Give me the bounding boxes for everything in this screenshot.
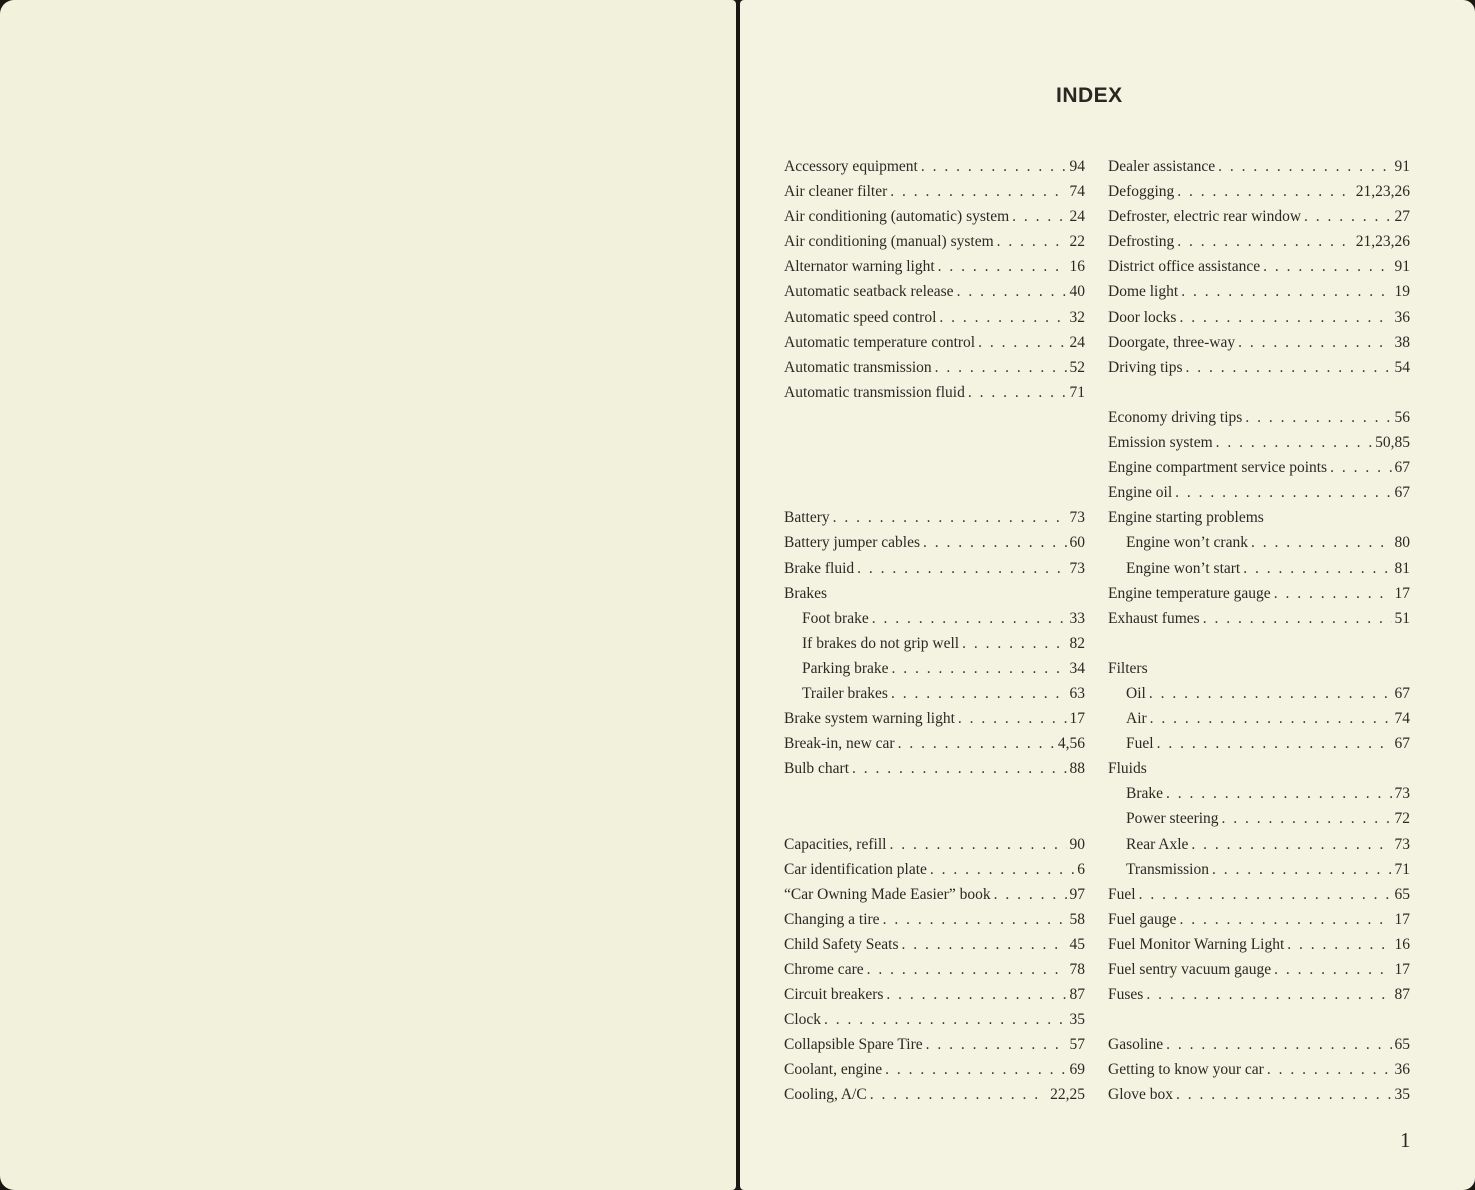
dot-leader [1179,305,1391,330]
index-entry [1108,982,1410,1007]
index-entry-label: Chrome care [784,961,864,978]
index-entry [1108,656,1410,681]
dot-leader [1218,154,1391,179]
index-entry [1108,706,1410,731]
index-entry-page: 21,23,26 [1355,233,1410,251]
index-entry [1108,731,1410,756]
index-entry-label: District office assistance [1108,258,1261,276]
dot-leader [994,882,1067,907]
dot-leader [833,505,1067,530]
dot-leader [1175,480,1391,505]
index-entry-label: Bulb chart [784,760,849,778]
page-title: INDEX [1056,84,1123,107]
index-entry [1108,279,1410,304]
index-entry-label: Dome light [1108,283,1179,301]
index-entry [784,279,1085,304]
dot-leader [891,681,1067,706]
index-entry-page: 17 [1394,584,1410,602]
index-entry-label: Collapsible Spare Tire [784,1036,923,1054]
index-entry-page: 69 [1069,1061,1085,1079]
index-entry-label: Break-in, new car [784,735,895,753]
dot-leader [957,279,1067,304]
dot-leader [1222,806,1392,831]
dot-leader [857,556,1066,581]
index-entry-label: Emission system [1108,434,1213,452]
index-entry [1108,405,1410,430]
index-entry [1108,355,1410,380]
index-entry-page: 16 [1394,935,1410,953]
index-entry-label: Air cleaner filter [784,183,888,201]
index-entry [784,731,1085,756]
index-entry [784,606,1085,631]
index-entry-page: 54 [1394,358,1410,376]
index-entry [784,1057,1085,1082]
dot-leader [1287,932,1391,957]
index-entry [1108,330,1410,355]
index-entry [784,254,1085,279]
index-entry-label: Door locks [1108,308,1177,326]
index-entry [784,882,1085,907]
index-entry-page: 67 [1394,459,1410,477]
dot-leader [978,330,1066,355]
dot-leader [926,1032,1067,1057]
index-entry-page: 73 [1069,559,1085,577]
index-entry [784,832,1085,857]
index-entry-label: Driving tips [1108,358,1183,376]
index-entry [784,656,1085,681]
index-entry [784,305,1085,330]
dot-leader [930,857,1074,882]
index-entry [784,631,1085,656]
dot-leader [1267,1057,1392,1082]
index-entry-label: Economy driving tips [1108,408,1243,426]
index-entry [784,982,1085,1007]
index-entry [1108,907,1410,932]
dot-leader [1263,254,1391,279]
index-entry-label: Engine starting problems [1108,509,1264,527]
index-entry-label: Alternator warning light [784,258,935,276]
dot-leader [1179,907,1391,932]
index-column-left [784,154,1085,1108]
index-spacer [784,455,1085,480]
index-spacer [1108,380,1410,405]
index-spacer [784,405,1085,430]
index-entry-page: 73 [1394,835,1410,853]
index-entry [784,706,1085,731]
index-entry-page: 57 [1069,1036,1085,1054]
dot-leader [1139,882,1392,907]
dot-leader [997,229,1067,254]
index-entry [784,505,1085,530]
index-entry-page: 67 [1394,484,1410,502]
dot-leader [1150,706,1392,731]
index-entry-label: Brake system warning light [784,710,955,728]
index-entry-label: Transmission [1126,860,1209,878]
index-entry-label: Fuses [1108,986,1144,1004]
index-entry-label: Oil [1126,684,1146,702]
dot-leader [923,530,1066,555]
index-entry-page: 88 [1069,760,1085,778]
index-entry-page: 32 [1069,308,1085,326]
dot-leader [1238,330,1391,355]
index-entry-page: 24 [1069,333,1085,351]
index-entry-page: 82 [1069,634,1085,652]
dot-leader [921,154,1067,179]
index-entry-label: Defogging [1108,183,1175,201]
index-entry [1108,229,1410,254]
index-entry-page: 33 [1069,609,1085,627]
index-entry-page: 35 [1069,1011,1085,1029]
index-entry [784,932,1085,957]
index-entry [784,1082,1085,1107]
index-entry-page: 38 [1394,333,1410,351]
index-entry [784,355,1085,380]
index-entry [1108,681,1410,706]
dot-leader [1251,530,1392,555]
index-entry-page: 17 [1069,710,1085,728]
index-entry-page: 4,56 [1057,735,1085,753]
index-entry [784,581,1085,606]
index-entry-label: Air conditioning (automatic) system [784,208,1010,226]
index-entry-page: 81 [1394,559,1410,577]
index-entry [784,556,1085,581]
index-entry [784,229,1085,254]
dot-leader [870,1082,1047,1107]
index-entry [784,530,1085,555]
index-entry-label: Engine temperature gauge [1108,584,1271,602]
dot-leader [1177,229,1352,254]
index-entry [784,957,1085,982]
index-entry-label: Brakes [784,584,828,602]
index-entry-label: Parking brake [802,659,889,677]
dot-leader [1166,1032,1391,1057]
index-entry-label: Engine won’t start [1126,559,1241,577]
index-entry-page: 71 [1394,860,1410,878]
index-entry-page: 21,23,26 [1355,183,1410,201]
index-entry-page: 71 [1069,383,1085,401]
index-entry [784,1032,1085,1057]
index-entry [1108,455,1410,480]
index-entry-page: 78 [1069,961,1085,978]
index-entry-page: 91 [1394,258,1410,276]
index-entry-label: Trailer brakes [802,684,888,702]
index-entry [784,154,1085,179]
index-entry-page: 27 [1394,208,1410,226]
index-entry-label: Getting to know your car [1108,1061,1264,1079]
dot-leader [824,1007,1066,1032]
index-entry-page: 50,85 [1375,434,1410,452]
index-entry-label: Fluids [1108,760,1147,778]
index-entry-label: Fuel Monitor Warning Light [1108,935,1285,953]
index-entry-label: Fuel [1108,885,1136,903]
dot-leader [1166,781,1391,806]
index-entry-label: Changing a tire [784,910,880,928]
dot-leader [1146,982,1391,1007]
index-entry-label: Exhaust fumes [1108,609,1200,627]
index-entry-label: “Car Owning Made Easier” book [784,885,991,903]
index-entry-label: Capacities, refill [784,835,887,853]
dot-leader [1330,455,1391,480]
index-entry [1108,606,1410,631]
index-entry [1108,530,1410,555]
index-entry [1108,154,1410,179]
index-entry-label: Defrosting [1108,233,1175,251]
dot-leader [962,631,1066,656]
index-entry [1108,1082,1410,1107]
dot-leader [902,932,1067,957]
index-entry-label: Fuel [1126,735,1154,753]
index-entry [1108,556,1410,581]
index-entry-page: 97 [1069,885,1085,903]
index-entry-label: Foot brake [802,609,869,627]
index-entry-label: Power steering [1126,810,1219,828]
index-entry [784,330,1085,355]
index-entry-label: Coolant, engine [784,1061,883,1079]
index-entry-page: 67 [1394,684,1410,702]
index-entry-label: Cooling, A/C [784,1086,867,1104]
dot-leader [890,179,1066,204]
dot-leader [892,656,1067,681]
index-entry-page: 19 [1394,283,1410,301]
page-number: 1 [1400,1128,1411,1152]
blank-left-page [0,0,736,1190]
index-entry-page: 94 [1069,158,1085,175]
dot-leader [1243,556,1391,581]
index-entry-page: 87 [1394,986,1410,1004]
index-entry-label: Rear Axle [1126,835,1189,853]
index-entry-label: Fuel gauge [1108,910,1177,928]
index-entry-label: Child Safety Seats [784,935,899,953]
dot-leader [968,380,1067,405]
index-entry-label: Battery [784,509,830,527]
dot-leader [1191,832,1391,857]
dot-leader [935,355,1067,380]
index-entry-label: Engine compartment service points [1108,459,1328,477]
index-entry-label: Dealer assistance [1108,158,1216,175]
index-entry [1108,581,1410,606]
index-entry [784,907,1085,932]
index-entry-page: 17 [1394,961,1410,978]
dot-leader [1274,581,1392,606]
index-entry-label: Automatic transmission fluid [784,383,965,401]
index-entry-page: 6 [1077,860,1085,878]
index-entry-label: Brake fluid [784,559,855,577]
index-entry [1108,882,1410,907]
index-entry-page: 80 [1394,534,1410,552]
index-entry-page: 72 [1394,810,1410,828]
index-entry-page: 36 [1394,308,1410,326]
index-entry-label: Engine oil [1108,484,1173,502]
index-entry-label: Air conditioning (manual) system [784,233,994,251]
index-entry-label: Fuel sentry vacuum gauge [1108,961,1272,978]
index-entry-page: 91 [1394,158,1410,175]
dot-leader [1181,279,1391,304]
index-entry [1108,305,1410,330]
index-entry [1108,932,1410,957]
index-entry-label: Glove box [1108,1086,1174,1104]
dot-leader [1177,179,1352,204]
index-entry-page: 45 [1069,935,1085,953]
index-entry [1108,1032,1410,1057]
dot-leader [886,982,1066,1007]
dot-leader [1212,857,1392,882]
index-entry-label: Gasoline [1108,1036,1164,1054]
index-entry-label: Defroster, electric rear window [1108,208,1302,226]
index-entry [1108,756,1410,781]
index-entry-label: Doorgate, three-way [1108,333,1236,351]
dot-leader [883,907,1067,932]
index-entry [1108,957,1410,982]
dot-leader [1216,430,1372,455]
index-entry-page: 36 [1394,1061,1410,1079]
index-entry [784,681,1085,706]
index-entry-page: 17 [1394,910,1410,928]
index-entry-page: 74 [1069,183,1085,201]
dot-leader [867,957,1067,982]
index-entry-page: 73 [1394,785,1410,803]
index-entry-label: Car identification plate [784,860,927,878]
index-entry-label: Brake [1126,785,1164,803]
dot-leader [1012,204,1066,229]
dot-leader [1245,405,1391,430]
index-entry-page: 34 [1069,659,1085,677]
index-entry [1108,806,1410,831]
index-entry [784,857,1085,882]
dot-leader [852,756,1067,781]
dot-leader [1176,1082,1391,1107]
dot-leader [898,731,1055,756]
index-entry-page: 22 [1069,233,1085,251]
dot-leader [1304,204,1391,229]
index-entry-page: 63 [1069,684,1085,702]
index-entry [1108,430,1410,455]
index-spacer [784,480,1085,505]
dot-leader [889,832,1066,857]
index-entry-page: 24 [1069,208,1085,226]
index-entry-label: Accessory equipment [784,158,918,175]
index-entry-page: 90 [1069,835,1085,853]
index-entry-label: Engine won’t crank [1126,534,1248,552]
index-entry-page: 67 [1394,735,1410,753]
index-entry-label: If brakes do not grip well [802,634,960,652]
index-entry [1108,781,1410,806]
index-entry [784,204,1085,229]
index-entry-page: 40 [1069,283,1085,301]
index-entry [1108,857,1410,882]
index-spacer [784,781,1085,806]
dot-leader [938,254,1067,279]
dot-leader [1157,731,1392,756]
index-entry [784,1007,1085,1032]
index-entry [1108,254,1410,279]
index-entry-page: 74 [1394,710,1410,728]
index-entry-label: Clock [784,1011,822,1029]
index-entry-label: Filters [1108,659,1148,677]
index-entry [1108,204,1410,229]
index-entry [1108,179,1410,204]
dot-leader [1274,957,1391,982]
index-entry [1108,832,1410,857]
index-entry-page: 22,25 [1050,1086,1085,1104]
index-entry-page: 51 [1394,609,1410,627]
index-entry [1108,480,1410,505]
dot-leader [1149,681,1392,706]
dot-leader [872,606,1067,631]
index-column-right [1108,154,1410,1108]
index-entry-label: Air [1126,710,1147,728]
index-entry-page: 87 [1069,986,1085,1004]
index-entry [784,179,1085,204]
index-entry-page: 35 [1394,1086,1410,1104]
dot-leader [939,305,1066,330]
index-entry-page: 52 [1069,358,1085,376]
index-entry-page: 73 [1069,509,1085,527]
index-spacer [1108,631,1410,656]
index-entry-label: Automatic temperature control [784,333,976,351]
index-entry [1108,1057,1410,1082]
dot-leader [958,706,1067,731]
index-entry [784,756,1085,781]
dot-leader [885,1057,1066,1082]
index-entry-label: Automatic speed control [784,308,937,326]
index-entry-page: 16 [1069,258,1085,276]
index-entry-page: 56 [1394,408,1410,426]
index-entry-page: 58 [1069,910,1085,928]
dot-leader [1203,606,1392,631]
index-entry [784,380,1085,405]
index-spacer [1108,1007,1410,1032]
index-entry-label: Automatic seatback release [784,283,954,301]
index-spacer [784,430,1085,455]
index-entry-page: 65 [1394,1036,1410,1054]
index-spacer [784,806,1085,831]
index-entry-page: 60 [1069,534,1085,552]
dot-leader [1186,355,1392,380]
index-entry-label: Battery jumper cables [784,534,921,552]
index-entry-label: Circuit breakers [784,986,884,1004]
index-entry-page: 65 [1394,885,1410,903]
index-entry-label: Automatic transmission [784,358,932,376]
index-entry [1108,505,1410,530]
